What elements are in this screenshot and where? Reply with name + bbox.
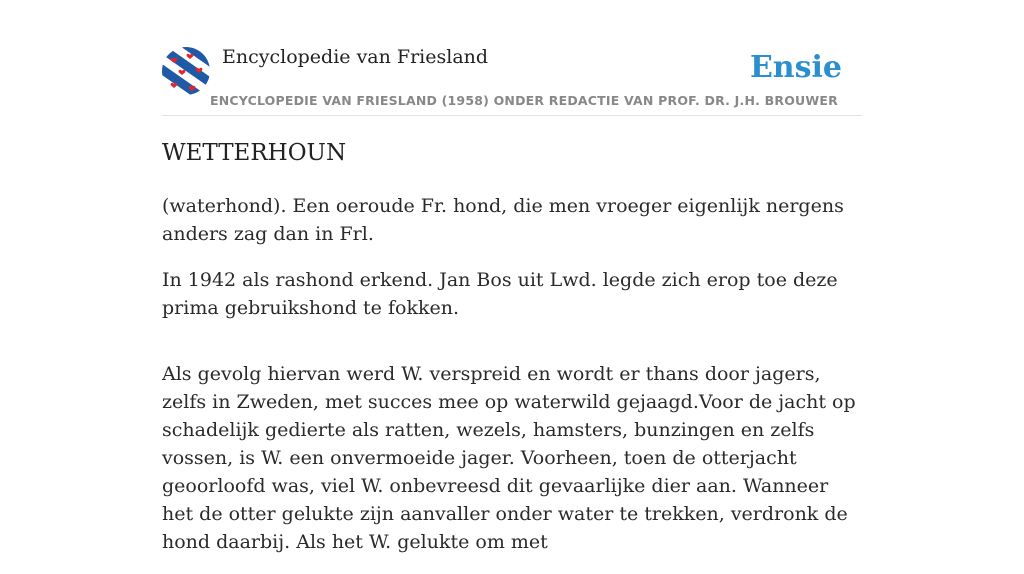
entry-article — [162, 192, 862, 574]
encyclopedia-title[interactable]: Encyclopedie van Friesland — [222, 46, 489, 68]
article-paragraph: In 1942 als rashond erkend. Jan Bos uit Lwd. legde zich erop toe deze prima gebruikshond te fokken. — [162, 269, 838, 319]
ensie-brand-logo[interactable]: Ensie — [749, 50, 842, 85]
article-paragraph: (waterhond). Een oeroude Fr. hond, die men vroeger eigenlijk nergens anders zag dan in Frl. — [162, 195, 844, 245]
header-divider — [162, 115, 862, 116]
article-paragraph: Als gevolg hiervan werd W. verspreid en wordt er thans door jagers, zelfs in Zweden, met succes mee op waterwild gejaagd.Voor de jacht op schadelijk gedierte als ratten, wezels, hamsters, bunzingen en zelfs vossen, is W. een onvermoeide jager. Voorheen, toen de otterjacht geoorloofd was, viel W. onbevreesd dit gevaarlijke dier aan. Wanneer het de otter gelukte zijn aanvaller onder water te trekken, verdronk de hond daarbij. Als het W. gelukte om met — [162, 363, 856, 553]
logo[interactable] — [162, 47, 210, 95]
entry-headword: WETTERHOUN — [162, 140, 347, 166]
frisian-flag-icon — [162, 47, 210, 95]
encyclopedia-subtitle: ENCYCLOPEDIE VAN FRIESLAND (1958) ONDER REDACTIE VAN PROF. DR. J.H. BROUWER — [210, 93, 838, 108]
